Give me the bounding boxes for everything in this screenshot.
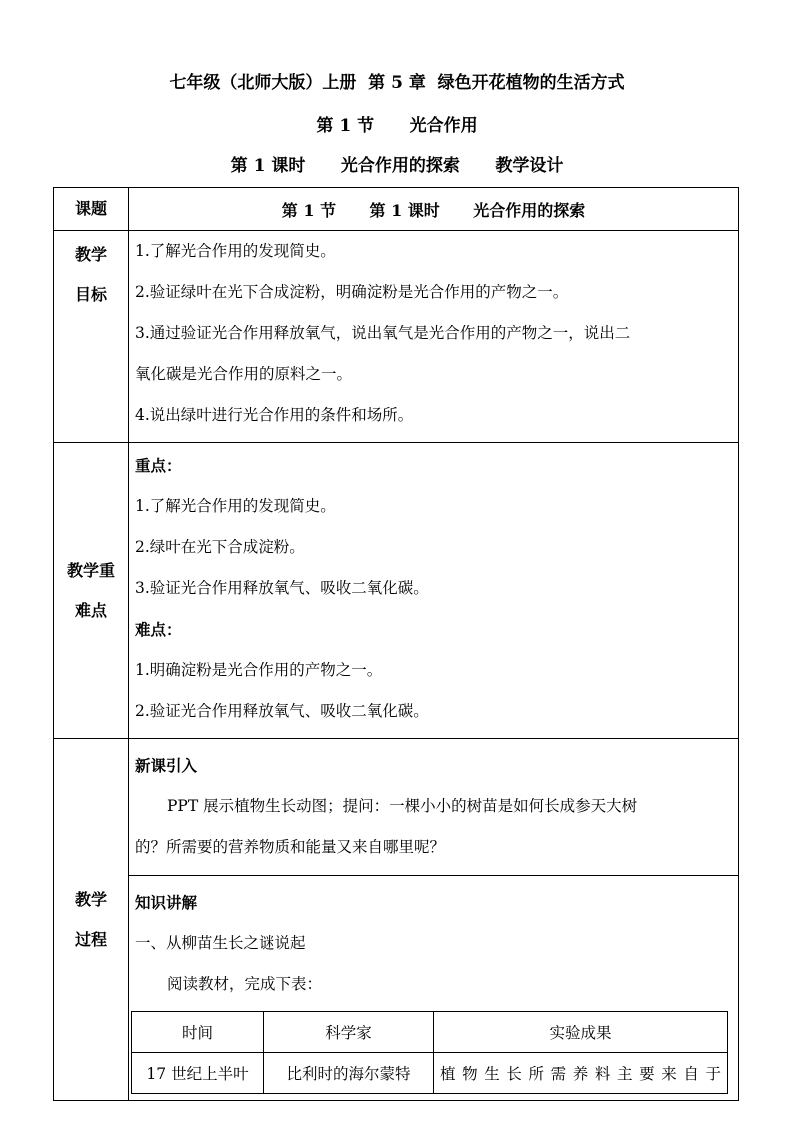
topic-row (54, 188, 739, 231)
goal-item: 2.验证绿叶在光下合成淀粉，明确淀粉是光合作用的产物之一。 (135, 283, 569, 301)
instruction-text: 阅读教材，完成下表： (167, 975, 323, 993)
history-header-scientist: 科学家 (264, 1012, 434, 1053)
lesson-plan-table (53, 187, 739, 1101)
topic-value: 第 1 节 第 1 课时 光合作用的探索 (129, 188, 739, 231)
goal-item: 氧化碳是光合作用的原料之一。 (135, 365, 353, 383)
history-header-result: 实验成果 (434, 1012, 728, 1053)
intro-title: 新课引入 (135, 756, 198, 775)
document-title: 七年级（北师大版）上册 第 5 章 绿色开花植物的生活方式 (169, 73, 625, 93)
history-cell-time: 17 世纪上半叶 (132, 1053, 264, 1094)
key-item: 3.验证光合作用释放氧气、吸收二氧化碳。 (135, 579, 429, 597)
goal-item: 1.了解光合作用的发现简史。 (135, 242, 336, 260)
process-label-line1: 教学 (74, 889, 107, 909)
goals-label-line1: 教学 (74, 245, 107, 264)
topic-label: 课题 (54, 188, 129, 231)
process-label (54, 739, 129, 1101)
keypoints-row (54, 443, 739, 739)
goals-label-line2: 目标 (74, 285, 107, 304)
history-cell-scientist: 比利时的海尔蒙特 (264, 1053, 434, 1094)
goals-label (54, 231, 129, 443)
key-title: 重点： (135, 456, 182, 475)
keypoints-label (54, 443, 129, 739)
key-item: 2.绿叶在光下合成淀粉。 (135, 538, 305, 556)
intro-text: 的？所需要的营养物质和能量又来自哪里呢？ (135, 838, 446, 856)
lesson-title: 第 1 课时 光合作用的探索 教学设计 (230, 156, 564, 176)
section-title: 第 1 节 光合作用 (316, 116, 478, 136)
section-heading: 一、从柳苗生长之谜说起 (135, 934, 306, 952)
intro-block (129, 739, 738, 876)
history-header-row (132, 1012, 728, 1053)
difficulty-item: 2.验证光合作用释放氧气、吸收二氧化碳。 (135, 702, 429, 720)
key-item: 1.了解光合作用的发现简史。 (135, 497, 336, 515)
process-content (129, 739, 739, 1101)
keypoints-content (129, 443, 739, 739)
history-row (132, 1053, 728, 1094)
history-cell-result: 植物生长所需养料主要来自于 (434, 1053, 728, 1094)
knowledge-title: 知识讲解 (135, 893, 198, 912)
goal-item: 4.说出绿叶进行光合作用的条件和场所。 (135, 406, 414, 424)
goals-content (129, 231, 739, 443)
keypoints-label-line1: 教学重 (66, 560, 115, 580)
difficulty-title: 难点： (135, 620, 182, 639)
history-table (131, 1011, 728, 1094)
keypoints-label-line2: 难点 (74, 600, 107, 620)
process-row (54, 739, 739, 1101)
difficulty-item: 1.明确淀粉是光合作用的产物之一。 (135, 661, 383, 679)
history-header-time: 时间 (132, 1012, 264, 1053)
goal-item: 3.通过验证光合作用释放氧气，说出氧气是光合作用的产物之一，说出二 (135, 324, 631, 342)
intro-text: PPT 展示植物生长动图；提问：一棵小小的树苗是如何长成参天大树 (167, 797, 638, 815)
knowledge-block (129, 876, 738, 1100)
goals-row (54, 231, 739, 443)
process-label-line2: 过程 (74, 929, 107, 949)
